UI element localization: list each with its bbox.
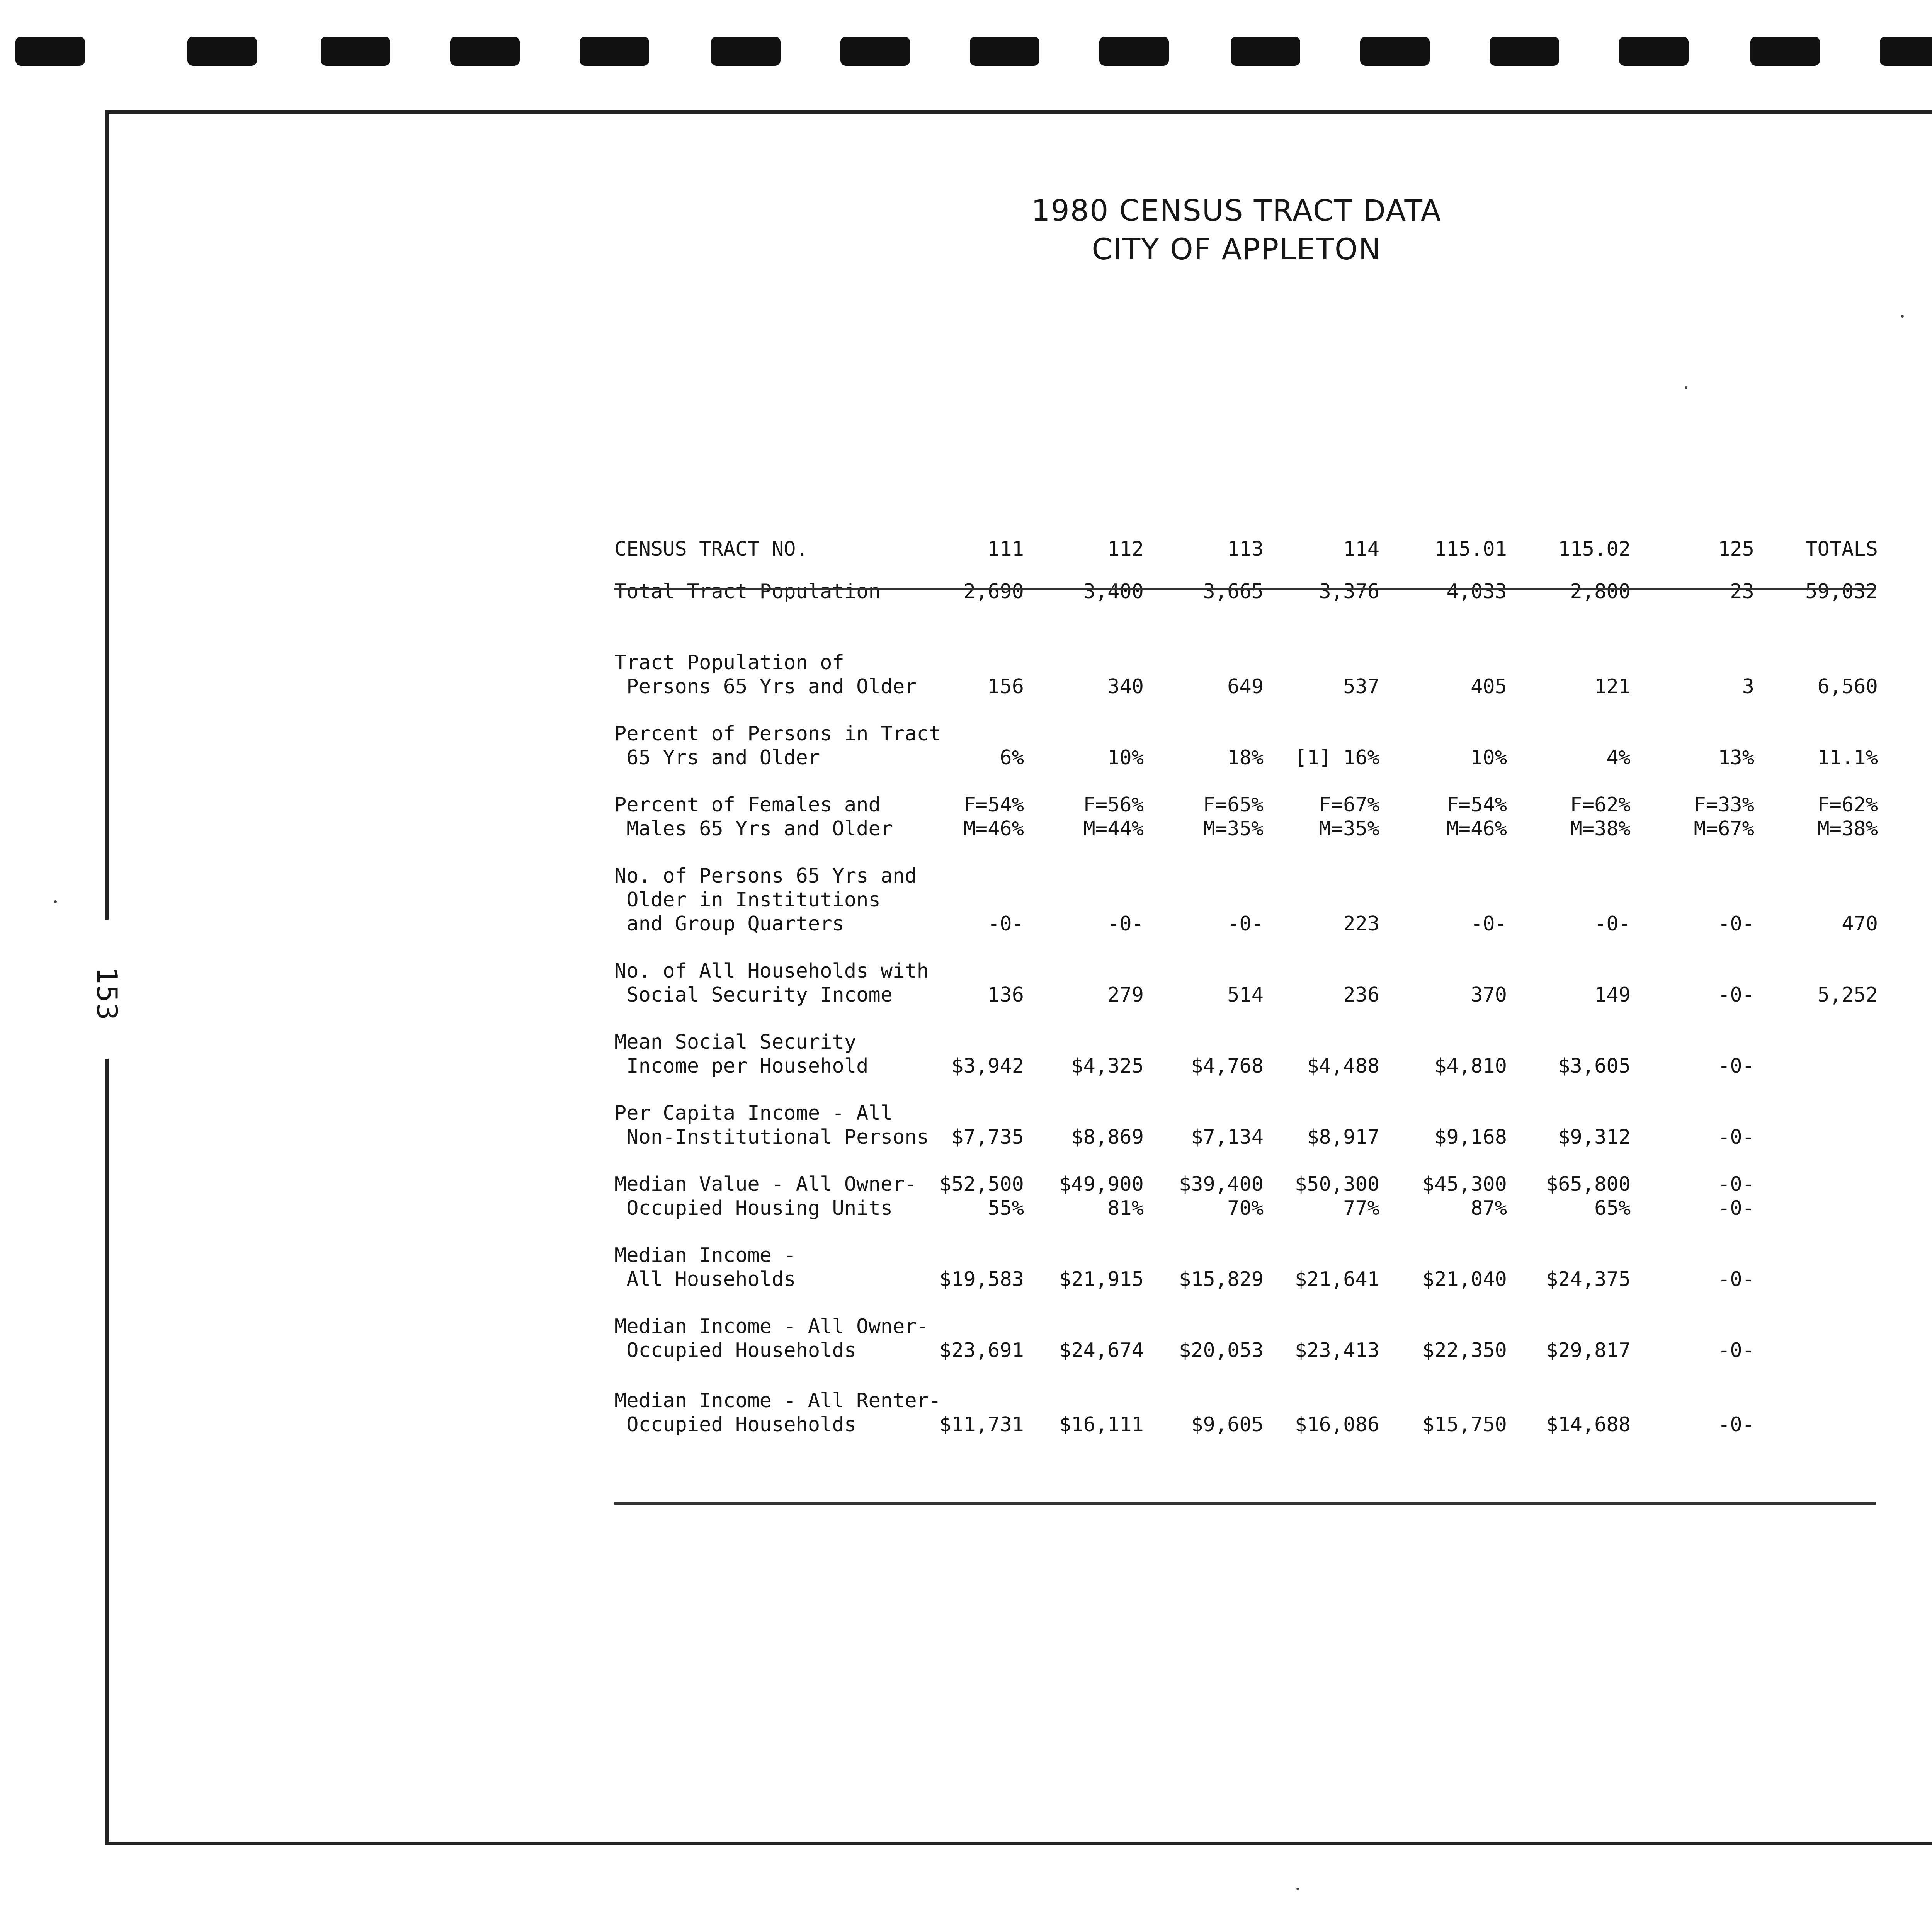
table-cell: $23,691 — [939, 1339, 1024, 1362]
table-cell: 156 — [988, 675, 1024, 698]
table-cell: $15,829 — [1179, 1268, 1264, 1291]
punch-hole — [580, 37, 649, 66]
row-label: Median Income - All Households — [614, 1244, 796, 1291]
column-header: TOTALS — [1805, 537, 1878, 561]
table-cell: -0- — [1718, 983, 1754, 1007]
table-cell: $21,915 — [1059, 1268, 1144, 1291]
table-row — [614, 1315, 1878, 1389]
table-row — [614, 651, 1878, 722]
table-cell: 2,690 — [963, 580, 1024, 603]
table-cell: 279 — [1107, 983, 1144, 1007]
table-cell: -0- — [1718, 912, 1754, 935]
table-row — [614, 1243, 1878, 1315]
row-label: Tract Population of Persons 65 Yrs and Older — [614, 651, 917, 698]
table-cell: 59,032 — [1805, 580, 1878, 603]
footer-rule — [614, 1502, 1876, 1505]
table-cell: $50,300 77% — [1294, 1173, 1379, 1220]
table-cell: $21,040 — [1422, 1268, 1507, 1291]
table-cell: 537 — [1343, 675, 1379, 698]
table-cell: $65,800 65% — [1546, 1173, 1631, 1220]
header-rule — [614, 588, 1876, 590]
table-cell: -0- — [1718, 1054, 1754, 1078]
census-table — [614, 537, 1878, 1460]
punch-hole — [450, 37, 520, 66]
table-cell: F=62% M=38% — [1570, 793, 1631, 840]
scan-speck — [1296, 1888, 1299, 1890]
row-label: Percent of Females and Males 65 Yrs and Older — [614, 793, 893, 840]
punch-hole — [15, 37, 85, 66]
table-cell: 13% — [1718, 746, 1754, 769]
table-cell: -0- — [988, 912, 1024, 935]
table-cell: 149 — [1594, 983, 1631, 1007]
row-label: No. of All Households with Social Security Income — [614, 959, 929, 1007]
table-cell: 2,800 — [1570, 580, 1631, 603]
table-cell: -0- — [1227, 912, 1264, 935]
punch-hole — [970, 37, 1039, 66]
scan-speck — [1901, 315, 1904, 318]
table-cell: $4,768 — [1191, 1054, 1264, 1078]
punch-hole — [840, 37, 910, 66]
table-cell: 121 — [1594, 675, 1631, 698]
table-cell: $3,942 — [951, 1054, 1024, 1078]
table-cell: $39,400 70% — [1179, 1173, 1264, 1220]
table-cell: $15,750 — [1422, 1413, 1507, 1436]
row-label: Median Value - All Owner- Occupied Housing Units — [614, 1173, 917, 1220]
table-cell: 136 — [988, 983, 1024, 1007]
title-line-1: 1980 CENSUS TRACT DATA — [1031, 193, 1442, 228]
table-cell: 18% — [1227, 746, 1264, 769]
page-title — [773, 191, 1700, 269]
title-line-2: CITY OF APPLETON — [1092, 232, 1381, 266]
punch-hole — [1619, 37, 1689, 66]
table-cell: 3 — [1742, 675, 1754, 698]
column-header: 112 — [1107, 537, 1144, 561]
table-cell: 3,400 — [1083, 580, 1144, 603]
table-cell: $4,810 — [1434, 1054, 1507, 1078]
table-cell: $52,500 55% — [939, 1173, 1024, 1220]
row-label: Median Income - All Renter- Occupied Households — [614, 1389, 941, 1436]
table-cell: F=67% M=35% — [1319, 793, 1379, 840]
table-row — [614, 722, 1878, 793]
table-cell: $9,312 — [1558, 1126, 1631, 1149]
table-cell: 23 — [1730, 580, 1754, 603]
table-cell: -0- — [1107, 912, 1144, 935]
table-cell: 6,560 — [1817, 675, 1878, 698]
punch-hole — [1099, 37, 1169, 66]
scan-speck — [54, 900, 57, 903]
table-cell: $20,053 — [1179, 1339, 1264, 1362]
table-cell: $8,917 — [1307, 1126, 1379, 1149]
table-cell: 4% — [1606, 746, 1631, 769]
table-cell: $3,605 — [1558, 1054, 1631, 1078]
table-row — [614, 793, 1878, 864]
table-cell: -0- -0- — [1718, 1173, 1754, 1220]
scan-speck — [1685, 386, 1687, 389]
table-cell: 10% — [1471, 746, 1507, 769]
punch-hole — [187, 37, 257, 66]
row-label: Percent of Persons in Tract 65 Yrs and Older — [614, 722, 941, 769]
table-row — [614, 959, 1878, 1030]
table-row — [614, 1172, 1878, 1243]
punch-hole — [1231, 37, 1300, 66]
table-cell: $14,688 — [1546, 1413, 1631, 1436]
table-cell: 340 — [1107, 675, 1144, 698]
table-cell: $16,111 — [1059, 1413, 1144, 1436]
table-cell: $19,583 — [939, 1268, 1024, 1291]
table-cell: 4,033 — [1446, 580, 1507, 603]
table-cell: $7,134 — [1191, 1126, 1264, 1149]
column-header: 115.01 — [1434, 537, 1507, 561]
table-cell: $49,900 81% — [1059, 1173, 1144, 1220]
table-cell: 10% — [1107, 746, 1144, 769]
row-label: Mean Social Security Income per Household — [614, 1031, 869, 1078]
table-cell: $9,605 — [1191, 1413, 1264, 1436]
binder-punch-holes — [0, 37, 1932, 66]
table-cell: F=56% M=44% — [1083, 793, 1144, 840]
table-cell: 223 — [1343, 912, 1379, 935]
row-label: Median Income - All Owner- Occupied Households — [614, 1315, 929, 1362]
table-cell: -0- — [1471, 912, 1507, 935]
header-label: CENSUS TRACT NO. — [614, 537, 808, 561]
column-header: 111 — [988, 537, 1024, 561]
table-row — [614, 1030, 1878, 1101]
table-cell: $24,674 — [1059, 1339, 1144, 1362]
table-cell: 649 — [1227, 675, 1264, 698]
punch-hole — [1880, 37, 1932, 66]
table-cell: 405 — [1471, 675, 1507, 698]
punch-hole — [1360, 37, 1430, 66]
table-cell: $9,168 — [1434, 1126, 1507, 1149]
page-number: 153 — [91, 967, 123, 1020]
column-header: 113 — [1227, 537, 1264, 561]
table-row — [614, 1389, 1878, 1460]
table-cell: $8,869 — [1071, 1126, 1144, 1149]
table-cell: F=54% M=46% — [1446, 793, 1507, 840]
table-cell: 514 — [1227, 983, 1264, 1007]
table-cell: $16,086 — [1294, 1413, 1379, 1436]
punch-hole — [711, 37, 781, 66]
table-cell: $4,325 — [1071, 1054, 1144, 1078]
table-cell: 6% — [1000, 746, 1024, 769]
column-header: 115.02 — [1558, 537, 1631, 561]
table-cell: 3,376 — [1319, 580, 1379, 603]
table-cell: [1] 16% — [1294, 746, 1379, 769]
table-cell: $4,488 — [1307, 1054, 1379, 1078]
table-cell: 3,665 — [1203, 580, 1264, 603]
punch-hole — [1490, 37, 1559, 66]
punch-hole — [1750, 37, 1820, 66]
table-cell: $7,735 — [951, 1126, 1024, 1149]
table-cell: $21,641 — [1294, 1268, 1379, 1291]
row-label: Total Tract Population — [614, 580, 881, 603]
column-header: 125 — [1718, 537, 1754, 561]
table-cell: -0- — [1718, 1126, 1754, 1149]
table-cell: $24,375 — [1546, 1268, 1631, 1291]
table-cell: 5,252 — [1817, 983, 1878, 1007]
punch-hole — [321, 37, 390, 66]
table-cell: 11.1% — [1817, 746, 1878, 769]
row-label: No. of Persons 65 Yrs and Older in Institutions and Group Quarters — [614, 864, 917, 935]
table-row — [614, 864, 1878, 959]
table-cell: -0- — [1718, 1413, 1754, 1436]
table-cell: $29,817 — [1546, 1339, 1631, 1362]
table-cell: 370 — [1471, 983, 1507, 1007]
table-cell: -0- — [1718, 1268, 1754, 1291]
table-cell: F=33% M=67% — [1694, 793, 1754, 840]
table-cell: $22,350 — [1422, 1339, 1507, 1362]
table-header — [614, 537, 1878, 580]
table-cell: 470 — [1842, 912, 1878, 935]
table-cell: F=65% M=35% — [1203, 793, 1264, 840]
table-cell: -0- — [1718, 1339, 1754, 1362]
row-label: Per Capita Income - All Non-Institutional Persons — [614, 1102, 929, 1149]
table-cell: $11,731 — [939, 1413, 1024, 1436]
table-cell: F=54% M=46% — [963, 793, 1024, 840]
table-cell: 236 — [1343, 983, 1379, 1007]
table-cell: F=62% M=38% — [1817, 793, 1878, 840]
table-cell: $45,300 87% — [1422, 1173, 1507, 1220]
table-row — [614, 1101, 1878, 1172]
table-cell: $23,413 — [1294, 1339, 1379, 1362]
table-cell: -0- — [1594, 912, 1631, 935]
column-header: 114 — [1343, 537, 1379, 561]
